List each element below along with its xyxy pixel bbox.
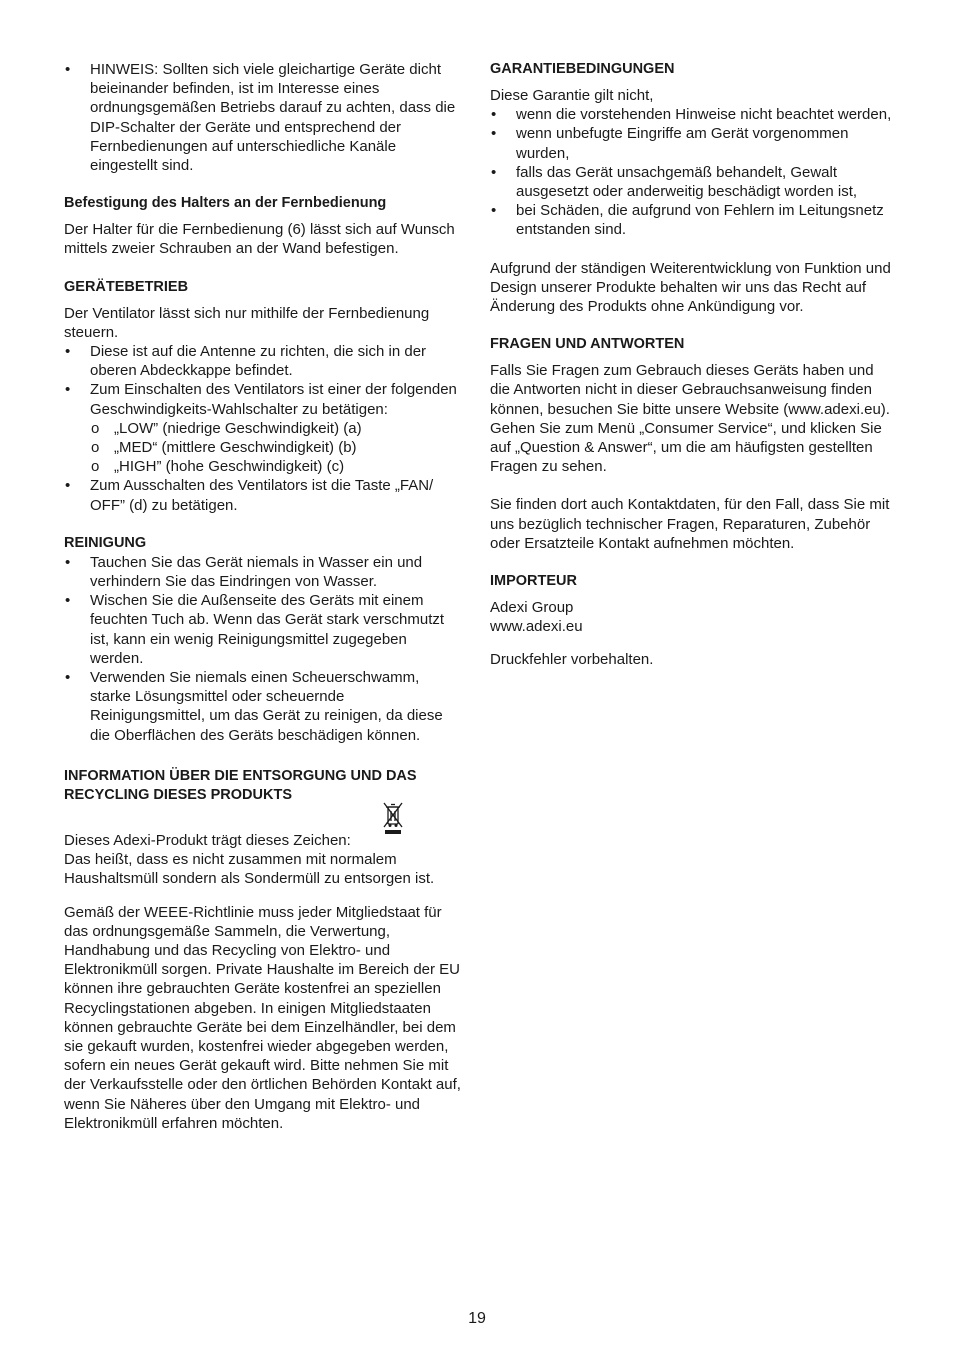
importer-heading: IMPORTEUR xyxy=(490,573,577,590)
cleaning-heading: REINIGUNG xyxy=(64,534,147,551)
speed-med: o „MED“ (mittlere Geschwindigkeit) (b) xyxy=(90,438,462,457)
warranty-item: • wenn unbefugte Eingriffe am Gerät vorgenommen wurden, xyxy=(490,124,892,162)
faq-heading: FRAGEN UND ANTWORTEN xyxy=(490,336,685,353)
note-list xyxy=(64,60,462,175)
warranty-item: • falls das Gerät unsachgemäß behandelt, Gewalt ausgesetzt oder anderweitig beschädigt worden ist, xyxy=(490,163,892,201)
disposal-meaning: Das heißt, dass es nicht zusammen mit normalem Haushaltsmüll sondern als Sondermüll zu entsorgen ist. xyxy=(64,851,435,888)
left-column xyxy=(64,60,462,1133)
disposal-weee-text: Gemäß der WEEE-Richtlinie muss jeder Mitgliedstaat für das ordnungsgemäße Sammeln, die Verwertung, Handhabung und das Recycling von Elektro- und Elektronikmüll sorgen. Private Haushalte im Bereich der EU können ihre gebrauchten Geräte kostenfrei an speziellen Recyclingstationen abgeben. In einigen Mitgliedstaaten können gebrauchte Geräte bei dem Einzelhändler, bei dem sie gekauft wurden, kostenfrei wieder abgegeben werden, sofern ein neues Gerät gekauft wird. Bitte nehmen Sie mit der Verkaufsstelle oder den örtlichen Behörden Kontakt auf, wenn Sie Näheres über den Umgang mit Elektro- und Elektronikmüll erfahren möchten. xyxy=(64,903,461,1132)
operation-intro: Der Ventilator lässt sich nur mithilfe der Fernbedienung steuern. xyxy=(64,304,430,341)
importer-name: Adexi Group xyxy=(490,599,574,617)
warranty-list xyxy=(490,105,892,239)
right-column xyxy=(490,60,892,670)
warranty-item: • wenn die vorstehenden Hinweise nicht beachtet werden, xyxy=(490,105,892,124)
printing-disclaimer: Druckfehler vorbehalten. xyxy=(490,651,654,669)
note-bullet: • HINWEIS: Sollten sich viele gleichartige Geräte dicht beieinander befinden, ist im Interesse eines ordnungsgemäßen Betriebs darauf zu achten, dass die DIP-Schalter der Geräte und entsprechend der Fernbedienungen auf unterschiedliche Kanäle eingestellt sind. xyxy=(64,60,462,175)
disposal-heading: INFORMATION ÜBER DIE ENTSORGUNG UND DAS RECYCLING DIESES PRODUKTS xyxy=(64,767,417,803)
operation-bullet-antenna: • Diese ist auf die Antenne zu richten, die sich in der oberen Abdeckkappe befindet. xyxy=(64,342,462,380)
cleaning-item: • Tauchen Sie das Gerät niemals in Wasser ein und verhindern Sie das Eindringen von Wasser. xyxy=(64,553,462,591)
disposal-symbol-text: Dieses Adexi-Produkt trägt dieses Zeichen: xyxy=(64,831,351,849)
page-number: 19 xyxy=(468,1310,486,1327)
warranty-note: Aufgrund der ständigen Weiterentwicklung von Funktion und Design unserer Produkte behalten wir uns das Recht auf Änderung des Produkts ohne Ankündigung vor. xyxy=(490,259,891,316)
operation-bullet-switch-on-text: Zum Einschalten des Ventilators ist einer der folgenden Geschwindigkeits-Wahlschalter zu betätigen: xyxy=(90,381,457,418)
operation-bullet-switch-off: • Zum Ausschalten des Ventilators ist die Taste „FAN/ OFF” (d) zu betätigen. xyxy=(64,476,462,514)
warranty-item: • bei Schäden, die aufgrund von Fehlern im Leitungsnetz entstanden sind. xyxy=(490,201,892,239)
speed-low: o „LOW” (niedrige Geschwindigkeit) (a) xyxy=(90,419,462,438)
speed-list xyxy=(90,419,462,477)
speed-high: o „HIGH” (hohe Geschwindigkeit) (c) xyxy=(90,457,462,476)
warranty-intro: Diese Garantie gilt nicht, xyxy=(490,87,654,104)
cleaning-list xyxy=(64,553,462,745)
warranty-heading: GARANTIEBEDINGUNGEN xyxy=(490,61,675,77)
faq-text: Falls Sie Fragen zum Gebrauch dieses Geräts haben und die Antworten nicht in dieser Gebrauchsanweisung finden können, besuchen Sie bitte unsere Website (www.adexi.eu). Gehen Sie zum Menü „Consumer Service“, und klicken Sie auf „Question & Answer“, um die am häufigsten gestellten Fragen zu sehen. xyxy=(490,362,890,476)
operation-list xyxy=(64,342,462,515)
holder-text: Der Halter für die Fernbedienung (6) lässt sich auf Wunsch mittels zweier Schrauben an der Wand befestigen. xyxy=(64,221,455,258)
importer-website: www.adexi.eu xyxy=(490,618,583,636)
operation-bullet-switch-on xyxy=(64,380,462,476)
holder-heading: Befestigung des Halters an der Fernbedienung xyxy=(64,195,387,212)
operation-heading: GERÄTEBETRIEB xyxy=(64,278,189,295)
crossed-out-bin-icon xyxy=(382,801,404,835)
cleaning-item: • Wischen Sie die Außenseite des Geräts mit einem feuchten Tuch ab. Wenn das Gerät stark verschmutzt ist, kann ein wenig Reinigungsmittel zugegeben werden. xyxy=(64,591,462,668)
disposal-symbol-line xyxy=(64,831,462,850)
faq-contact-text: Sie finden dort auch Kontaktdaten, für den Fall, dass Sie mit uns bezüglich technischer Fragen, Reparaturen, Zubehör oder Ersatzteile Kontakt aufnehmen möchten. xyxy=(490,496,890,552)
cleaning-item: • Verwenden Sie niemals einen Scheuerschwamm, starke Lösungsmittel oder scheuernde Reinigungsmittel, um das Gerät zu reinigen, da diese die Oberflächen des Geräts beschädigen können. xyxy=(64,668,462,745)
